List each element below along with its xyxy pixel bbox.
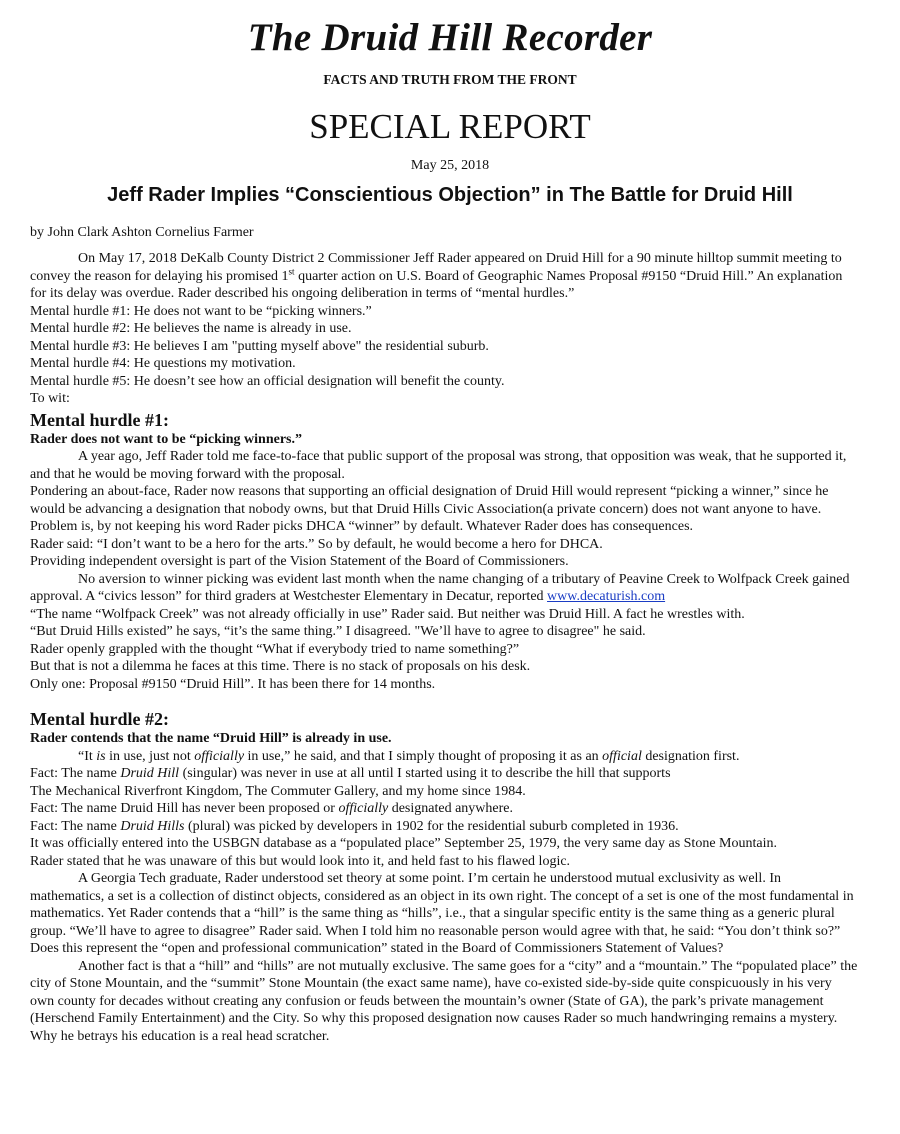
intro-paragraph: On May 17, 2018 DeKalb County District 2 Commissioner Jeff Rader appeared on Druid Hill for a 90 minute hilltop summit meeting to convey the reason for delaying his promised 1st quarter action on U.S. Board of Geographic Names Proposal #9150 “Druid Hill.” An explanation for its delay was overdue. Rader described his ongoing deliberation in terms of “mental hurdles.”	[30, 251, 843, 301]
section-spacer	[30, 693, 858, 707]
byline: by John Clark Ashton Cornelius Farmer	[30, 225, 254, 240]
hurdle-list-item: Mental hurdle #1: He does not want to be “picking winners.”	[30, 303, 372, 319]
paragraph: Pondering an about-face, Rader now reasons that supporting an official designation of Druid Hill would represent “picking a winner,” since he would be advancing a designation that nobody owns, but that Druid Hills Civic Association(a private concern) does not want anyone to have. Problem is, by not keeping his word Rader picks DHCA “winner” by default. Whatever Rader does has consequences.	[30, 484, 829, 534]
section-subheading: Rader contends that the name “Druid Hill” is already in use.	[30, 731, 392, 746]
fact-line: Fact: The name Druid Hills (plural) was picked by developers in 1902 for the residential suburb completed in 1936.	[30, 818, 679, 834]
paragraph: No aversion to winner picking was evident last month when the name changing of a tributary of Peavine Creek to Wolfpack Creek gained approval. A “civics lesson” for third graders at Westchester Elementary in Decatur, reported www.decaturish.com	[30, 571, 850, 604]
hurdle-list-item: Mental hurdle #3: He believes I am "putting myself above" the residential suburb.	[30, 338, 489, 354]
fact-line: Fact: The name Druid Hill has never been proposed or officially designated anywhere.	[30, 801, 513, 816]
paragraph: Rader stated that he was unaware of this but would look into it, and held fast to his flawed logic.	[30, 853, 571, 869]
quote-paragraph: “It is in use, just not officially in use,” he said, and that I simply thought of proposing it as an official designation first.	[78, 748, 740, 764]
paragraph: Another fact is that a “hill” and “hills” are not mutually exclusive. The same goes for a “city” and a “mountain.” The “populated place” the city of Stone Mountain, and the “summit” Stone Mountain (the exact same name), have co-existed side-by-side quite conspicuously in his very own county for decades without creating any confusion or feuds between the mountain’s owner (State of GA), the park’s private management (Herschend Family Entertainment) and the City. So why this proposed designation now causes Rader so much handwringing remains a mystery. Why he betrays his education is a real head scratcher.	[30, 958, 858, 1044]
fact-line: The Mechanical Riverfront Kingdom, The Commuter Gallery, and my home since 1984.	[30, 783, 526, 799]
paragraph: But that is not a dilemma he faces at this time. There is no stack of proposals on his desk.	[30, 659, 531, 674]
report-label: SPECIAL REPORT	[309, 107, 591, 146]
section-subheading: Rader does not want to be “picking winners.”	[30, 431, 302, 447]
hurdle-list-item: Mental hurdle #4: He questions my motivation.	[30, 356, 296, 371]
paragraph: It was officially entered into the USBGN database as a “populated place” September 25, 1979, the very same day as Stone Mountain.	[30, 836, 777, 851]
paragraph: Only one: Proposal #9150 “Druid Hill”. It has been there for 14 months.	[30, 676, 436, 692]
paragraph: A Georgia Tech graduate, Rader understood set theory at some point. I’m certain he understood mutual exclusivity as well. In mathematics, a set is a collection of distinct objects, considered as an object in its own right. The concept of a set is one of the most fundamental in mathematics. Yet Rader contends that a “hill” is the same thing as “hills”, i.e., that a singular specific entity is the same thing as a generic plural group. “We’ll have to agree to disagree” Rader said. When I told him no reasonable person would agree with that, he said: “You don’t think so?”	[30, 871, 854, 939]
fact-line: Fact: The name Druid Hill (singular) was never in use at all until I started using it to describe the hill that supports	[30, 766, 671, 781]
decaturish-link[interactable]: www.decaturish.com	[547, 589, 666, 604]
masthead-title: The Druid Hill Recorder	[247, 16, 653, 59]
hurdle-list-item: Mental hurdle #2: He believes the name is already in use.	[30, 321, 352, 336]
to-wit: To wit:	[30, 391, 70, 406]
section-heading: Mental hurdle #1:	[30, 409, 169, 430]
report-date: May 25, 2018	[410, 158, 490, 173]
section-heading: Mental hurdle #2:	[30, 709, 169, 729]
paragraph: Does this represent the “open and professional communication” stated in the Board of Commissioners Statement of Values?	[30, 941, 724, 956]
article-body	[30, 250, 858, 1045]
tagline: FACTS AND TRUTH FROM THE FRONT	[323, 72, 577, 87]
headline: Jeff Rader Implies “Conscientious Objection” in The Battle for Druid Hill	[107, 184, 793, 206]
paragraph: A year ago, Jeff Rader told me face-to-face that public support of the proposal was strong, that opposition was weak, that he supported it, and that he would be moving forward with the proposal.	[30, 449, 847, 482]
hurdle-list-item: Mental hurdle #5: He doesn’t see how an official designation will benefit the county.	[30, 373, 505, 389]
paragraph: “But Druid Hills existed” he says, “it’s the same thing.” I disagreed. "We’ll have to agree to disagree" he said.	[30, 624, 646, 639]
paragraph: Rader said: “I don’t want to be a hero for the arts.” So by default, he would become a hero for DHCA.	[30, 536, 603, 552]
paragraph: “The name “Wolfpack Creek” was not already officially in use” Rader said. But neither was Druid Hill. A fact he wrestles with.	[30, 606, 745, 622]
paragraph: Providing independent oversight is part of the Vision Statement of the Board of Commissioners.	[30, 554, 569, 569]
paragraph: Rader openly grappled with the thought “What if everybody tried to name something?”	[30, 641, 520, 657]
